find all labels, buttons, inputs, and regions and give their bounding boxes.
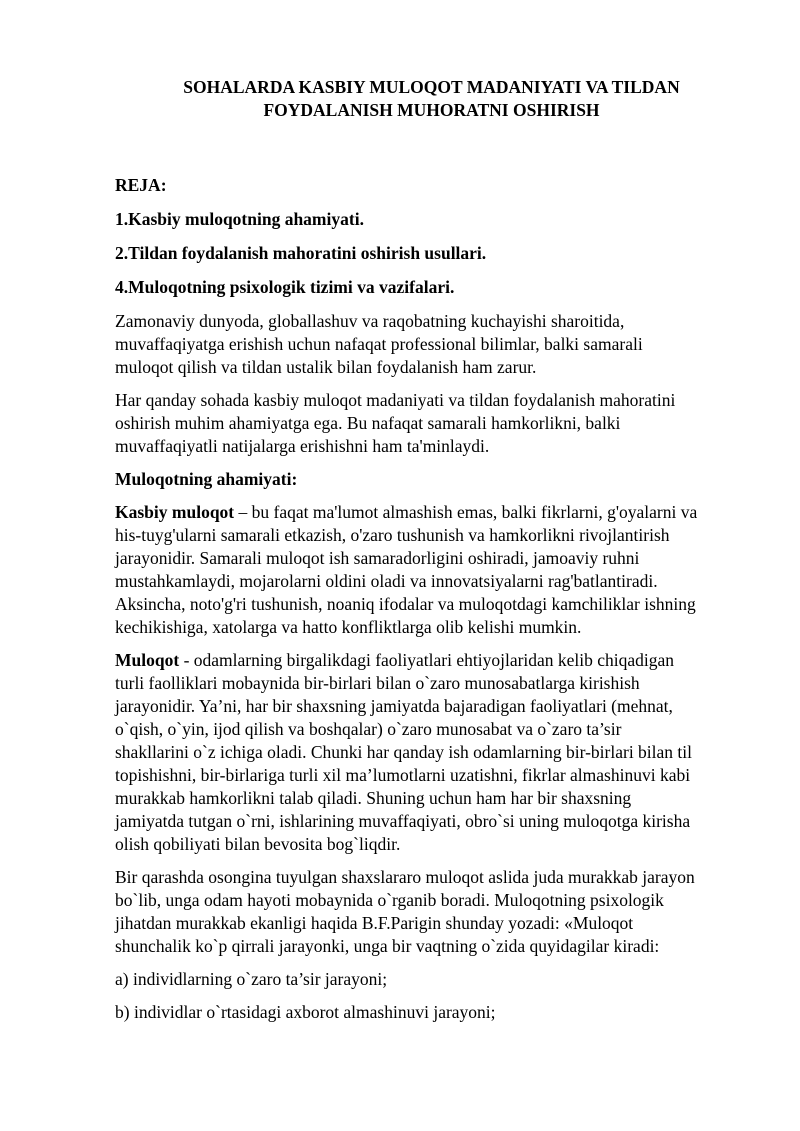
intro-paragraph-1 (115, 310, 742, 379)
plan-item-3: 4.Muloqotning psixologik tizimi va vazifalari. (115, 277, 455, 297)
definition-text: - odamlarning birgalikdagi faoliyatlari ehtiyojlaridan kelib chiqadigan (179, 650, 675, 670)
paragraph-line: bo`lib, unga odam hayoti mobaynida o`rganib boradi. Muloqotning psixologik (115, 890, 664, 910)
definition-text: – bu faqat ma'lumot almashish emas, balki fikrlarni, g'oyalarni va (234, 502, 698, 522)
paragraph-line: Bir qarashda osongina tuyulgan shaxslararo muloqot aslida juda murakkab jarayon (115, 867, 695, 887)
paragraph-line: shakllarini o`z ichiga oladi. Chunki har qanday ish odamlarning bir-birlari bilan til (115, 742, 693, 762)
paragraph-line: muvaffaqiyatli natijalarga erishishni ham ta'minlaydi. (115, 436, 490, 456)
paragraph-line: jamiyatda tutgan o`rni, ishlarining muvaffaqiyati, obro`si uning muloqotga kirisha (115, 811, 691, 831)
plan-item-1: 1.Kasbiy muloqotning ahamiyati. (115, 209, 364, 229)
term-kasbiy-muloqot: Kasbiy muloqot (115, 502, 235, 522)
paragraph-line (115, 501, 742, 524)
paragraph-line: mustahkamlaydi, mojarolarni oldini oladi va innovatsiyalarni rag'batlantiradi. (115, 571, 658, 591)
paragraph-line: olish qobiliyati bilan bevosita bog`liqdir. (115, 834, 401, 854)
paragraph-line: jarayonidir. Samarali muloqot ish samaradorligini oshiradi, jamoaviy ruhni (115, 548, 640, 568)
paragraph-line: muloqot qilish va tildan ustalik bilan foydalanish ham zarur. (115, 357, 537, 377)
paragraph-line: Zamonaviy dunyoda, globallashuv va raqobatning kuchayishi sharoitida, (115, 311, 625, 331)
paragraph-line: Har qanday sohada kasbiy muloqot madaniyati va tildan foydalanish mahoratini (115, 390, 676, 410)
paragraph-line: muvaffaqiyatga erishish uchun nafaqat professional bilimlar, balki samarali (115, 334, 643, 354)
plan-heading: REJA: (115, 175, 167, 195)
paragraph-line: topishishni, bir-birlariga turli xil ma’lumotlarni uzatishni, fikrlar almashinuvi kabi (115, 765, 691, 785)
kasbiy-muloqot-paragraph (115, 501, 742, 639)
term-muloqot: Muloqot (115, 650, 180, 670)
paragraph-line: his-tuyg'ularni samarali etkazish, o'zaro tushunish va hamkorlikni rivojlantirish (115, 525, 670, 545)
section-heading: Muloqotning ahamiyati: (115, 469, 298, 489)
paragraph-line: jihatdan murakkab ekanligi haqida B.F.Parigin shunday yozadi: «Muloqot (115, 913, 634, 933)
muloqot-paragraph (115, 649, 742, 856)
paragraph-line: murakkab hamkorlikni talab qiladi. Shuning uchun ham har bir shaxsning (115, 788, 632, 808)
title-line-2: FOYDALANISH MUHORATNI OSHIRISH (263, 100, 600, 120)
paragraph-line: Aksincha, noto'g'ri tushunish, noaniq ifodalar va muloqotdagi kamchiliklar ishning (115, 594, 696, 614)
title-line-1: SOHALARDA KASBIY MULOQOT MADANIYATI VA TILDAN (183, 77, 680, 97)
list-item-a: a) individlarning o`zaro ta’sir jarayoni; (115, 969, 388, 989)
paragraph-line (115, 649, 742, 672)
paragraph-line: o`qish, o`yin, ijod qilish va boshqalar) o`zaro munosabat va o`zaro ta’sir (115, 719, 622, 739)
paragraph-line: oshirish muhim ahamiyatga ega. Bu nafaqat samarali hamkorlikni, balki (115, 413, 621, 433)
intro-paragraph-2 (115, 389, 742, 458)
paragraph-line: shunchalik ko`p qirrali jarayonki, unga bir vaqtning o`zida quyidagilar kiradi: (115, 936, 660, 956)
plan-item-2: 2.Tildan foydalanish mahoratini oshirish usullari. (115, 243, 487, 263)
list-item-b: b) individlar o`rtasidagi axborot almashinuvi jarayoni; (115, 1002, 496, 1022)
parigin-paragraph (115, 866, 742, 958)
paragraph-line: kechikishiga, xatolarga va hatto konfliktlarga olib kelishi mumkin. (115, 617, 582, 637)
document-title (115, 76, 742, 122)
paragraph-line: turli faolliklari mobaynida bir-birlari bilan o`zaro munosabatlarga kirishish (115, 673, 640, 693)
paragraph-line: jarayonidir. Ya’ni, har bir shaxsning jamiyatda bajaradigan faoliyatlari (mehnat, (115, 696, 673, 716)
